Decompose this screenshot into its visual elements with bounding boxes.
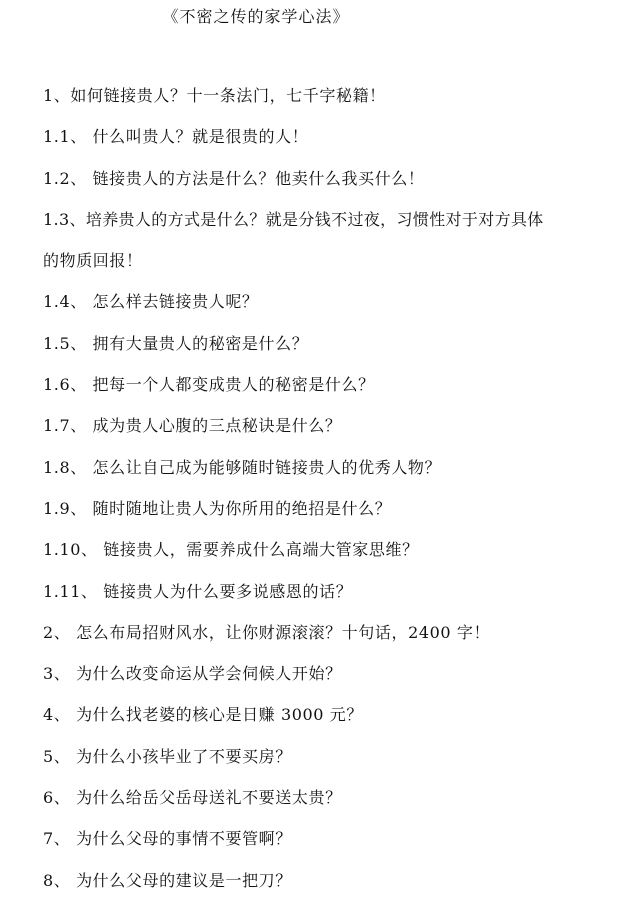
document-line: 1.2、 链接贵人的方法是什么？他卖什么我买什么！: [43, 168, 425, 188]
document-title: 《不密之传的家学心法》: [162, 7, 350, 26]
document-line: 的物质回报！: [43, 251, 143, 271]
document-line: 1.11、 链接贵人为什么要多说感恩的话？: [43, 581, 353, 601]
document-line: 1.6、 把每一个人都变成贵人的秘密是什么？: [43, 375, 375, 395]
document-line: 1.8、 怎么让自己成为能够随时链接贵人的优秀人物？: [43, 457, 442, 477]
document-line: 8、 为什么父母的建议是一把刀？: [43, 870, 292, 890]
document-line: 6、 为什么给岳父岳母送礼不要送太贵？: [43, 788, 342, 808]
document-line-list: [43, 82, 612, 908]
document-line: 7、 为什么父母的事情不要管啊？: [43, 829, 292, 849]
document-line: 1.10、 链接贵人，需要养成什么高端大管家思维？: [43, 540, 419, 560]
document-line: 1.1、 什么叫贵人？就是很贵的人！: [43, 127, 309, 147]
document-line: 1.4、 怎么样去链接贵人呢？: [43, 292, 259, 312]
document-line: 1.7、 成为贵人心腹的三点秘诀是什么？: [43, 416, 342, 436]
document-line: 2、 怎么布局招财风水，让你财源滚滚？十句话，2400 字！: [43, 622, 491, 642]
document-line: 1.5、 拥有大量贵人的秘密是什么？: [43, 333, 309, 353]
document-line: 1.3、培养贵人的方式是什么？就是分钱不过夜，习惯性对于对方具体: [43, 209, 544, 229]
document-line: 1.9、 随时随地让贵人为你所用的绝招是什么？: [43, 498, 392, 518]
document-line: 1、如何链接贵人？十一条法门，七千字秘籍！: [43, 86, 386, 105]
document-line: 5、 为什么小孩毕业了不要买房？: [43, 746, 292, 766]
document-line: 4、 为什么找老婆的核心是日赚 3000 元？: [43, 705, 363, 725]
document-line: 3、 为什么改变命运从学会伺候人开始？: [43, 664, 342, 684]
